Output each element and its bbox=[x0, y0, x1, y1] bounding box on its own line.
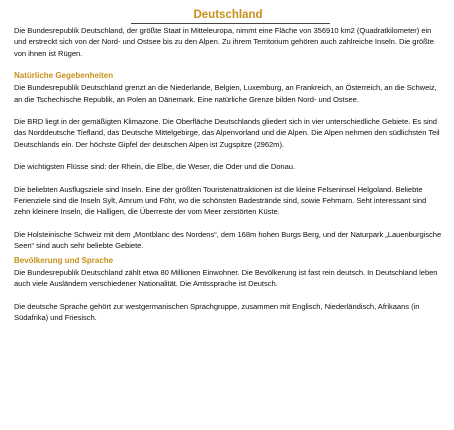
paragraph-language: Die deutsche Sprache gehört zur westgermanischen Sprachgruppe, zusammen mit Englisch, Niederländisch, Afrikaans (in Südafrika) und Friesisch. bbox=[14, 301, 420, 322]
section-heading-natural-conditions: Natürliche Gegebenheiten bbox=[14, 71, 114, 81]
paragraph-borders: Die Bundesrepublik Deutschland grenzt an die Niederlande, Belgien, Luxemburg, an Frankreich, an Österreich, an die Schweiz, an die Tschechische Republik, an Polen an Dänemark. Eine natürliche Grenze bilden Nord- und Ostsee. bbox=[14, 83, 437, 104]
paragraph-islands: Die beliebten Ausflugsziele sind Inseln. Eine der größten Touristenattraktionen ist die kleine Felseninsel Helgoland. Beliebte Ferienziele sind die Inseln Sylt, Amrum und Föhr, wo die schönsten Badestrände sind, sowie Fehmarn. Seht interessant sind zehn kleinere Inseln, die Halligen, die Überreste der vom Meer zerstörten Küste. bbox=[14, 184, 427, 217]
paragraph-climate-regions: Die BRD liegt in der gemäßigten Klimazone. Die Oberfläche Deutschlands gliedert sich in vier unterschiedliche Gebiete. Es sind das Norddeutsche Tiefland, das Deutsche Mittelgebirge, das Alpenvorland und die Alpen. Die Alpen nehmen den südlichsten Teil Deutschlands ein. Der höchste Gipfel der deutschen Alpen ist Zugspitze (2962m). bbox=[14, 117, 440, 149]
document-title: Deutschland bbox=[193, 9, 263, 21]
title-underline bbox=[131, 23, 330, 24]
paragraph-population: Die Bundesrepublik Deutschland zählt etwa 80 Millionen Einwohner. Die Bevölkerung ist fast rein deutsch. In Deutschland leben auch viele Ausländern verschiedener Nationalität. Die Amtssprache ist Deutsch. bbox=[14, 267, 438, 289]
document-title-block bbox=[14, 8, 442, 24]
section-heading-population-language: Bevölkerung und Sprache bbox=[14, 255, 114, 265]
intro-paragraph: Die Bundesrepublik Deutschland, der größte Staat in Mitteleuropa, nimmt eine Fläche von 356910 km2 (Quadratkilometer) ein und erstreckt sich von der Nord- und Ostsee bis zu den Alpen. Zu ihrem Territorium gehören auch zahlreiche Inseln. Die größte von ihnen ist Rügen. bbox=[14, 26, 434, 58]
paragraph-holstein: Die Holsteinische Schweiz mit dem „Montblanc des Nordens“, dem 168m hohen Burgs Berg, und der Naturpark „Lauenburgische Seen“ sind auch sehr beliebte Gebiete. bbox=[14, 229, 442, 251]
paragraph-rivers: Die wichtigsten Flüsse sind: der Rhein, die Elbe, die Weser, die Oder und die Donau. bbox=[14, 162, 296, 172]
document-page bbox=[14, 8, 442, 334]
